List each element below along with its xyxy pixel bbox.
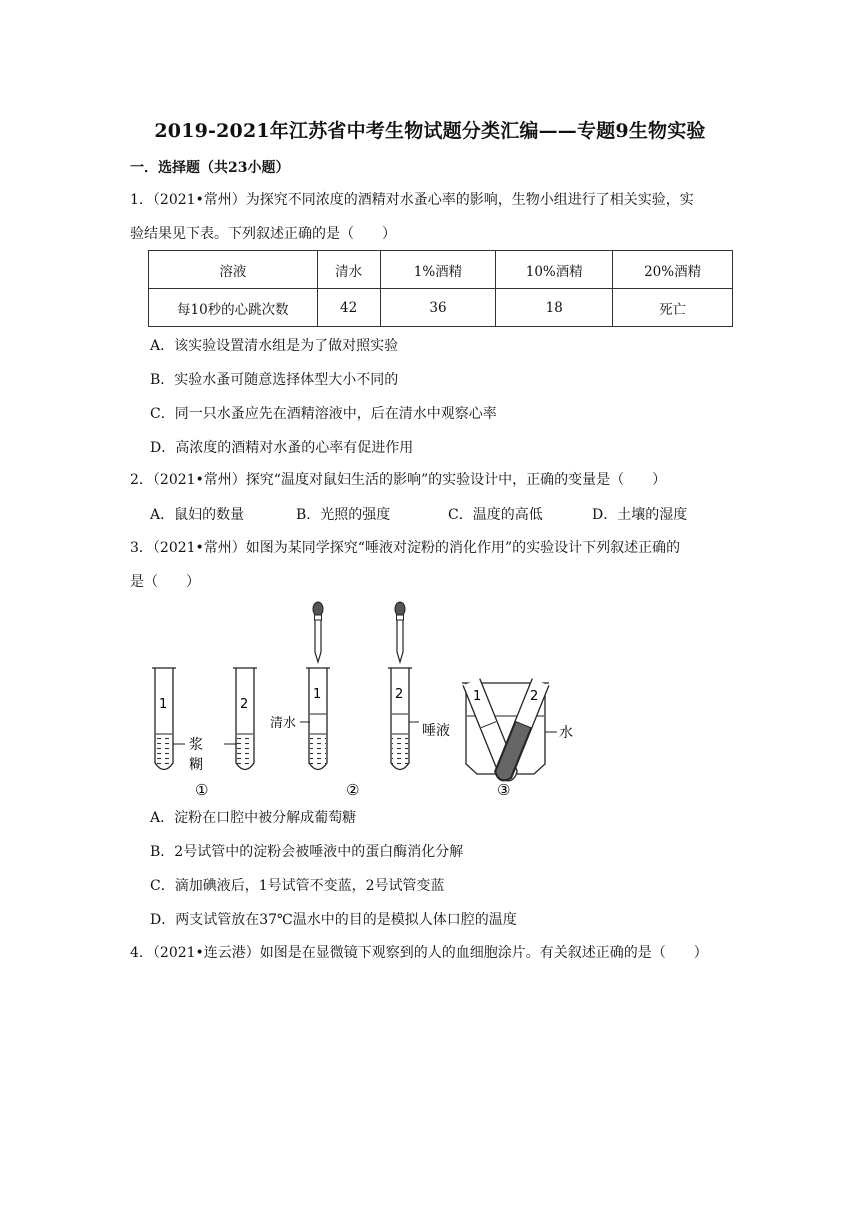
- table-cell: 每10秒的心跳次数: [149, 289, 318, 327]
- table-cell: 溶液: [149, 251, 318, 289]
- q3-option-a: A．淀粉在口腔中被分解成葡萄糖: [150, 810, 357, 826]
- table-row: [149, 289, 733, 327]
- step2-tubes: [270, 602, 450, 799]
- q1-stem-line2: 验结果见下表。下列叙述正确的是（ ）: [130, 226, 396, 242]
- q3-option-d: D．两支试管放在37℃温水中的目的是模拟人体口腔的温度: [150, 912, 517, 928]
- paste-fill-icon: [237, 734, 253, 766]
- table-cell: 1%酒精: [380, 251, 496, 289]
- table-header-row: [149, 251, 733, 289]
- q3-stem-line1: 3．（2021•常州）如图为某同学探究“唾液对淀粉的消化作用”的实验设计下列叙述正确的: [130, 540, 681, 556]
- water-label: 清水: [270, 716, 297, 731]
- q2-option-a: A．鼠妇的数量: [150, 507, 245, 523]
- saliva-label: 唾液: [422, 723, 450, 739]
- page-title: 2019-2021年江苏省中考生物试题分类汇编——专题9生物实验: [154, 120, 706, 142]
- table-cell: 36: [380, 289, 496, 327]
- paste-fill-icon: [310, 734, 326, 766]
- q1-results-table: [148, 250, 733, 327]
- q2-option-d: D．土壤的湿度: [592, 507, 688, 523]
- q1-option-a: A．该实验设置清水组是为了做对照实验: [150, 338, 399, 354]
- tube2-label: 2: [395, 687, 404, 702]
- tube1-label: 1: [473, 689, 482, 704]
- bath-water-label: 水: [559, 725, 573, 741]
- q1-option-c: C．同一只水蚤应先在酒精溶液中，后在清水中观察心率: [150, 406, 497, 422]
- q2-option-b: B．光照的强度: [296, 507, 391, 523]
- step1-marker: ①: [195, 781, 209, 799]
- q3-option-c: C．滴加碘液后，1号试管不变蓝，2号试管变蓝: [150, 878, 445, 894]
- q1-option-d: D．高浓度的酒精对水蚤的心率有促进作用: [150, 440, 414, 456]
- q1-stem-line1: 1．（2021•常州）为探究不同浓度的酒精对水蚤心率的影响，生物小组进行了相关实验，实: [130, 192, 694, 208]
- step2-marker: ②: [346, 781, 360, 799]
- table-cell: 20%酒精: [613, 251, 733, 289]
- table-cell: 10%酒精: [496, 251, 613, 289]
- paste-label: 浆: [189, 737, 203, 753]
- dropper-icon: [395, 602, 405, 662]
- paste-fill-icon: [156, 734, 172, 766]
- section-heading: 一．选择题（共23小题）: [130, 160, 290, 176]
- tube2-label: 2: [240, 697, 249, 712]
- table-cell: 死亡: [613, 289, 733, 327]
- table-cell: 42: [317, 289, 380, 327]
- dropper-icon: [313, 602, 323, 662]
- step1-tubes: [152, 668, 257, 799]
- q4-stem: 4．（2021•连云港）如图是在显微镜下观察到的人的血细胞涂片。有关叙述正确的是（ ）: [130, 945, 708, 961]
- table-cell: 18: [496, 289, 613, 327]
- q3-option-b: B．2号试管中的淀粉会被唾液中的蛋白酶消化分解: [150, 844, 464, 860]
- q3-stem-line2: 是（ ）: [130, 574, 200, 590]
- table-cell: 清水: [317, 251, 380, 289]
- q2-stem: 2．（2021•常州）探究“温度对鼠妇生活的影响”的实验设计中，正确的变量是（ ）: [130, 472, 667, 488]
- tube2-label: 2: [530, 689, 539, 704]
- tube1-label: 1: [159, 697, 168, 712]
- q1-option-b: B．实验水蚤可随意选择体型大小不同的: [150, 372, 399, 388]
- q3-experiment-figure: [140, 596, 590, 802]
- step3-water-bath: [462, 679, 573, 799]
- tube1-label: 1: [313, 687, 322, 702]
- paste-fill-icon: [392, 734, 408, 766]
- step3-marker: ③: [497, 781, 511, 799]
- paste-label: 糊: [189, 757, 203, 773]
- q2-option-c: C．温度的高低: [448, 507, 543, 523]
